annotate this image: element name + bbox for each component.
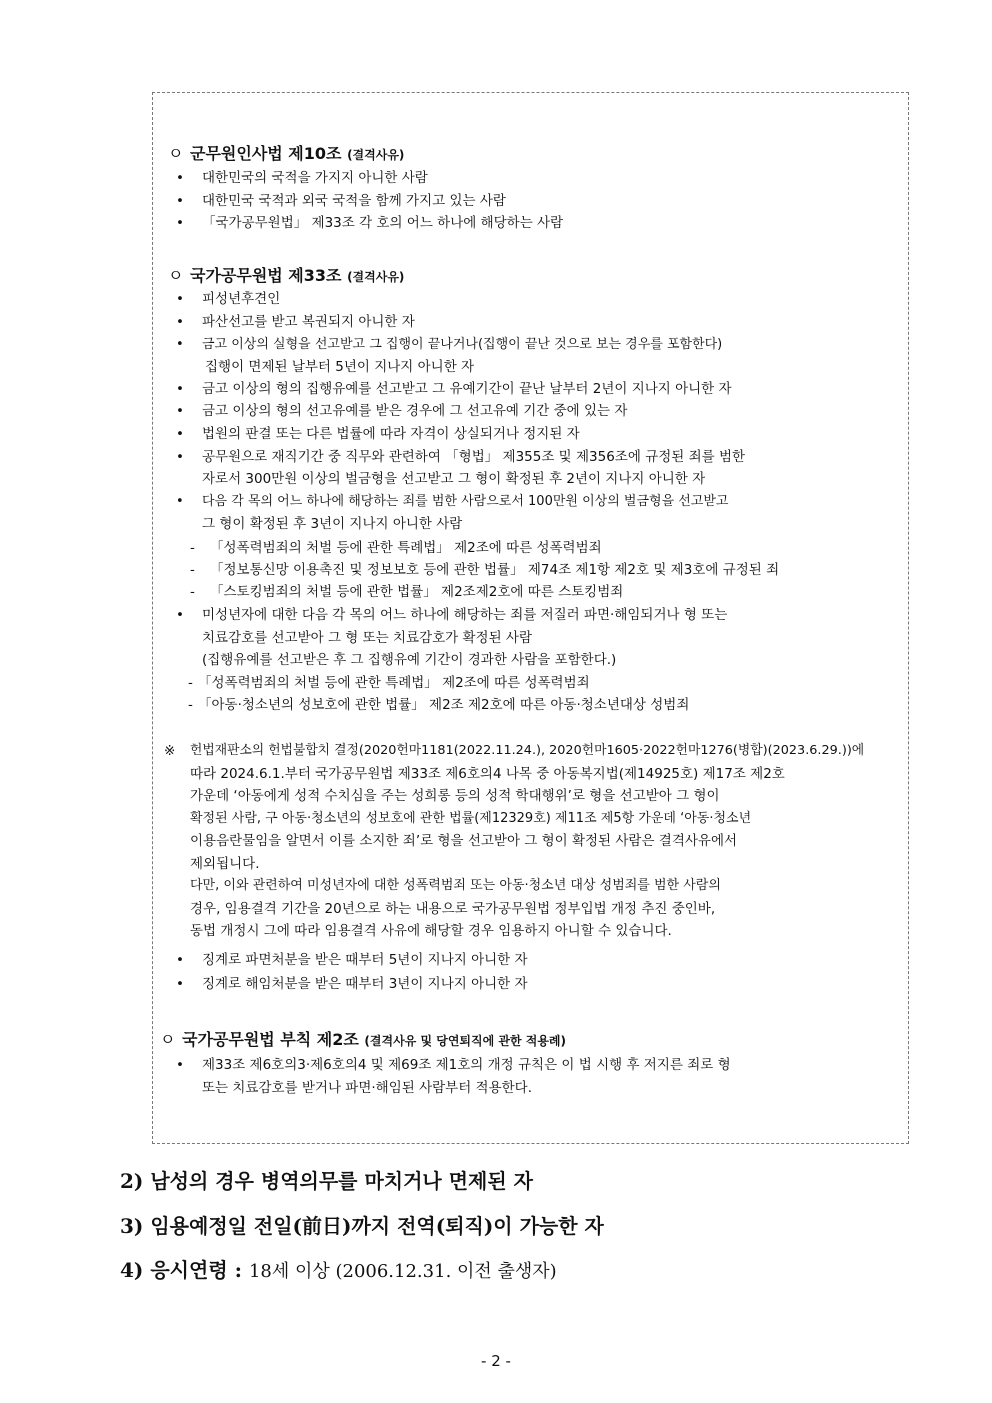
list-item-continuation: 그 형이 확정된 후 3년이 지나지 아니한 사람	[202, 516, 463, 532]
list-item-continuation: 또는 치료감호를 받거나 파면·해임된 사람부터 적용한다.	[202, 1080, 532, 1096]
bullet-icon: •	[176, 607, 184, 623]
list-item: • 금고 이상의 형의 집행유예를 선고받고 그 유예기간이 끝난 날부터 2년이 지나지 아니한 자	[202, 378, 732, 401]
bullet-icon: •	[176, 976, 184, 992]
note-line: 이용음란물임을 알면서 이를 소지한 죄’로 형을 선고받아 그 형이 확정된 사람은 결격사유에서	[190, 833, 738, 849]
bullet-icon: •	[176, 314, 184, 330]
requirement-value: 18세 이상 (2006.12.31. 이전 출생자)	[248, 1261, 557, 1282]
constitutional-note	[164, 740, 906, 943]
bullet-icon: •	[176, 449, 184, 465]
list-item-continuation: (집행유예를 선고받은 후 그 집행유예 기간이 경과한 사람을 포함한다.)	[202, 652, 617, 668]
note-line: 경우, 임용결격 기간을 20년으로 하는 내용으로 국가공무원법 정부입법 개정 추진 중인바,	[190, 900, 716, 917]
list-item-continuation: 자로서 300만원 이상의 벌금형을 선고받고 그 형이 확정된 후 2년이 지나지 아니한 자	[202, 471, 706, 487]
requirement-item	[120, 1165, 533, 1194]
sub-list-item: - 「아동·청소년의 성보호에 관한 법률」 제2조 제2호에 따른 아동·청소년대상 성범죄	[198, 694, 689, 717]
section-title: 국가공무원법 부칙 제2조	[182, 1030, 359, 1049]
requirement-item	[120, 1210, 604, 1239]
requirement-number: 2)	[120, 1169, 144, 1193]
sub-list-item: - 「성폭력범죄의 처벌 등에 관한 특례법」 제2조에 따른 성폭력범죄	[210, 537, 602, 560]
dash-marker: -	[190, 584, 195, 600]
section-subtitle: (결격사유 및 당연퇴직에 관한 적용례)	[364, 1034, 566, 1048]
requirement-item	[120, 1254, 557, 1283]
requirement-text: 응시연령 :	[150, 1258, 242, 1282]
list-item: • 미성년자에 대한 다음 각 목의 어느 하나에 해당하는 죄를 저질러 파면·해임되거나 형 또는	[202, 604, 727, 627]
list-item: • 징계로 해임처분을 받은 때부터 3년이 지나지 아니한 자	[202, 973, 528, 996]
bullet-icon: •	[176, 215, 184, 231]
list-item: • 대한민국의 국적을 가지지 아니한 사람	[202, 167, 428, 190]
section-title: 군무원인사법 제10조	[190, 144, 342, 163]
bullet-icon: •	[176, 170, 184, 186]
list-item: • 파산선고를 받고 복권되지 아니한 자	[202, 311, 415, 334]
dash-marker: -	[190, 562, 195, 578]
dash-marker: -	[188, 697, 193, 713]
circle-marker: ㅇ	[160, 1030, 176, 1049]
bullet-icon: •	[176, 494, 184, 509]
note-line: 헌법재판소의 헌법불합치 결정(2020헌마1181(2022.11.24.), 2020헌마1605·2022헌마1276(병합)(2023.6.29.))에	[190, 743, 865, 758]
list-item: • 피성년후견인	[202, 288, 280, 311]
list-item: • 「국가공무원법」 제33조 각 호의 어느 하나에 해당하는 사람	[202, 212, 563, 235]
section-title: 국가공무원법 제33조	[190, 266, 342, 285]
bullet-icon: •	[176, 381, 184, 397]
note-line: 따라 2024.6.1.부터 국가공무원법 제33조 제6호의4 나목 중 아동복지법(제14925호) 제17조 제2호	[190, 765, 785, 782]
list-item: • 금고 이상의 형의 선고유예를 받은 경우에 그 선고유예 기간 중에 있는 자	[202, 400, 627, 423]
list-item: • 법원의 판결 또는 다른 법률에 따라 자격이 상실되거나 정지된 자	[202, 423, 580, 446]
list-item-continuation: 치료감호를 선고받아 그 형 또는 치료감호가 확정된 사람	[202, 630, 532, 646]
bullet-icon: •	[176, 952, 184, 968]
bullet-icon: •	[176, 337, 184, 352]
bullet-icon: •	[176, 1057, 184, 1073]
list-item: • 대한민국 국적과 외국 국적을 함께 가지고 있는 사람	[202, 190, 506, 213]
dash-marker: -	[188, 675, 193, 691]
bullet-icon: •	[176, 193, 184, 209]
requirement-text: 남성의 경우 병역의무를 마치거나 면제된 자	[150, 1169, 533, 1193]
bullet-icon: •	[176, 426, 184, 442]
bullet-icon: •	[176, 291, 184, 307]
note-line: 동법 개정시 그에 따라 임용결격 사유에 해당할 경우 임용하지 아니할 수 있습니다.	[190, 923, 672, 939]
list-item: • 징계로 파면처분을 받은 때부터 5년이 지나지 아니한 자	[202, 949, 528, 972]
note-line: 다만, 이와 관련하여 미성년자에 대한 성폭력범죄 또는 아동·청소년 대상 성범죄를 범한 사람의	[190, 878, 721, 893]
requirement-number: 3)	[120, 1214, 144, 1238]
section-heading	[168, 141, 404, 164]
circle-marker: ㅇ	[168, 144, 184, 163]
reference-mark: ※	[164, 743, 176, 759]
requirement-number: 4)	[120, 1258, 144, 1282]
list-item: • 공무원으로 재직기간 중 직무와 관련하여 「형법」 제355조 및 제356조에 규정된 죄를 범한	[202, 446, 745, 469]
list-item: • 다음 각 목의 어느 하나에 해당하는 죄를 범한 사람으로서 100만원 이상의 벌금형을 선고받고	[202, 491, 729, 514]
note-line: 제외됩니다.	[190, 855, 260, 872]
bullet-icon: •	[176, 403, 184, 419]
note-line: 확정된 사람, 구 아동·청소년의 성보호에 관한 법률(제12329호) 제11조 제5항 가운데 ‘아동·청소년	[190, 810, 752, 826]
requirement-text: 임용예정일 전일(前日)까지 전역(퇴직)이 가능한 자	[150, 1214, 604, 1238]
list-item: • 제33조 제6호의3·제6호의4 및 제69조 제1호의 개정 규칙은 이 법 시행 후 저지른 죄로 형	[202, 1054, 731, 1077]
section-subtitle: (결격사유)	[347, 148, 405, 162]
section-heading	[160, 1027, 566, 1050]
sub-list-item: - 「스토킹범죄의 처벌 등에 관한 법률」 제2조제2호에 따른 스토킹범죄	[210, 581, 623, 604]
list-item-continuation: 집행이 면제된 날부터 5년이 지나지 아니한 자	[205, 359, 475, 375]
section-subtitle: (결격사유)	[347, 270, 405, 284]
note-line: 가운데 ‘아동에게 성적 수치심을 주는 성희롱 등의 성적 학대행위’로 형을 선고받아 그 형이	[190, 788, 720, 804]
page-number: - 2 -	[481, 1352, 511, 1370]
circle-marker: ㅇ	[168, 266, 184, 285]
sub-list-item: - 「정보통신망 이용촉진 및 정보보호 등에 관한 법률」 제74조 제1항 제2호 및 제3호에 규정된 죄	[210, 559, 779, 582]
section-heading	[168, 263, 404, 286]
dash-marker: -	[190, 540, 195, 556]
list-item: • 금고 이상의 실형을 선고받고 그 집행이 끝나거나(집행이 끝난 것으로 보는 경우를 포함한다)	[202, 334, 722, 357]
sub-list-item: - 「성폭력범죄의 처벌 등에 관한 특례법」 제2조에 따른 성폭력범죄	[198, 672, 590, 695]
